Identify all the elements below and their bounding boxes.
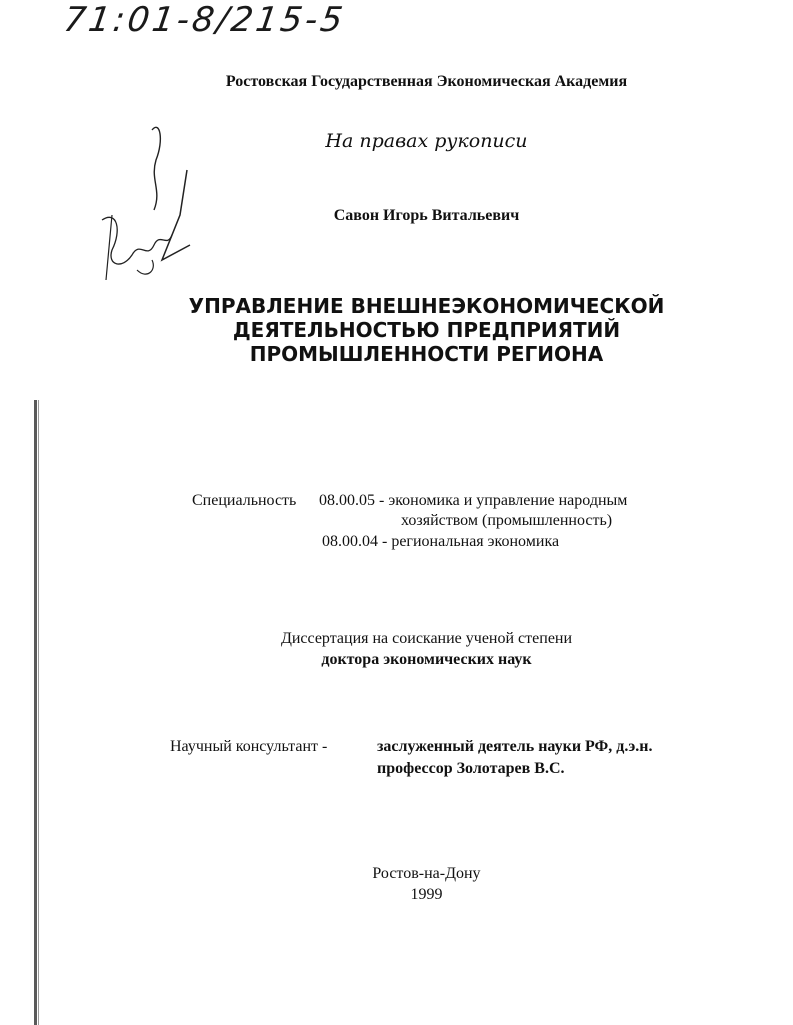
city: Ростов-на-Дону xyxy=(372,865,481,882)
title-line: ДЕЯТЕЛЬНОСТЬЮ ПРЕДПРИЯТИЙ xyxy=(232,318,621,342)
consultant-title: заслуженный деятель науки РФ, д.э.н. xyxy=(377,738,653,755)
dissertation-degree-line: Диссертация на соискание ученой степени xyxy=(280,630,573,647)
scan-edge-line-inner xyxy=(38,400,39,1025)
author-name: Савон Игорь Витальевич xyxy=(333,207,520,224)
specialty-code-1: 08.00.05 - экономика и управление народным xyxy=(319,492,628,509)
specialty-label: Специальность xyxy=(192,492,297,509)
archive-number: 71:01-8/215-5 xyxy=(61,0,348,40)
dissertation-title xyxy=(120,294,733,366)
manuscript-note: На правах рукописи xyxy=(325,130,528,152)
year: 1999 xyxy=(410,886,443,903)
consultant-label: Научный консультант - xyxy=(170,738,328,755)
specialty-code-2: 08.00.04 - региональная экономика xyxy=(322,533,560,550)
organization-name: Ростовская Государственная Экономическая Академия xyxy=(225,73,628,90)
dissertation-degree: доктора экономических наук xyxy=(321,651,532,668)
title-line: УПРАВЛЕНИЕ ВНЕШНЕЭКОНОМИЧЕСКОЙ xyxy=(188,294,665,318)
title-line: ПРОМЫШЛЕННОСТИ РЕГИОНА xyxy=(249,342,604,366)
consultant-name: профессор Золотарев В.С. xyxy=(377,760,565,777)
specialty-code-1-cont: хозяйством (промышленность) xyxy=(401,512,613,529)
scan-edge-line xyxy=(34,400,37,1025)
